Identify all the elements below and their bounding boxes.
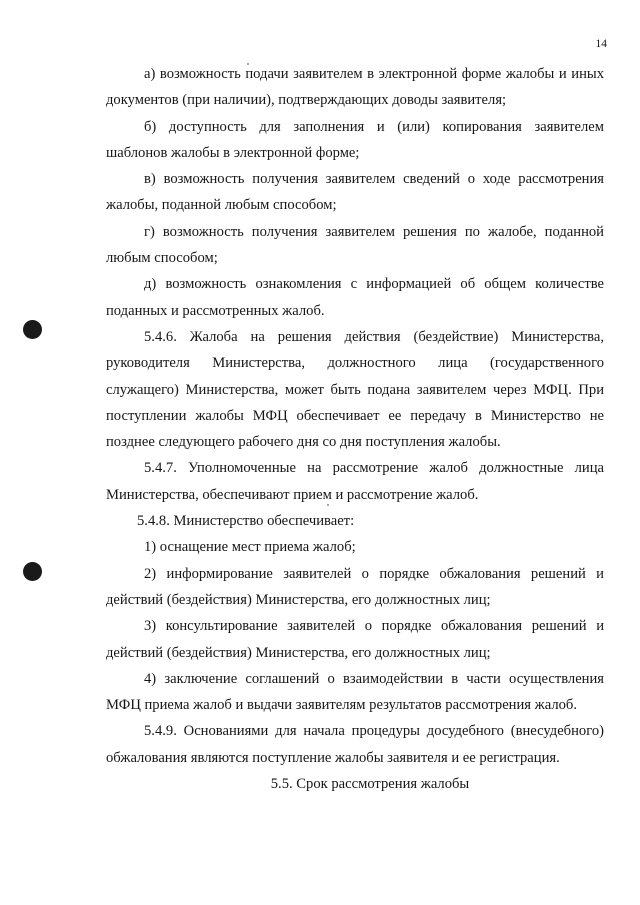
- document-body: [106, 61, 604, 797]
- list-item-4: 4) заключение соглашений о взаимодействии в части осуществления МФЦ приема жалоб и выдачи заявителям результатов рассмотрения жалоб.: [106, 670, 604, 714]
- punch-hole-mark: [23, 320, 42, 339]
- list-item-b: б) доступность для заполнения и (или) копирования заявителем шаблонов жалобы в электронной форме;: [106, 118, 604, 161]
- page-number: 14: [595, 38, 607, 50]
- clause-5-4-9: 5.4.9. Основаниями для начала процедуры досудебного (внесудебного) обжалования являются поступление жалобы заявителя и ее регистрация.: [106, 723, 604, 766]
- list-item-2: 2) информирование заявителей о порядке обжалования решений и действий (бездействия) Министерства, его должностных лиц;: [106, 565, 604, 608]
- clause-5-4-8: 5.4.8. Министерство обеспечивает:: [137, 513, 355, 530]
- list-item-3: 3) консультирование заявителей о порядке обжалования решений и действий (бездействия) Министерства, его должностных лиц;: [106, 618, 604, 661]
- list-item-a: а) возможность подачи заявителем в электронной форме жалобы и иных документов (при наличии), подтверждающих доводы заявителя;: [106, 66, 604, 109]
- punch-hole-mark: [23, 562, 42, 581]
- list-item-v: в) возможность получения заявителем сведений о ходе рассмотрения жалобы, поданной любым способом;: [106, 171, 604, 214]
- list-item-g: г) возможность получения заявителем решения по жалобе, поданной любым способом;: [106, 223, 604, 267]
- clause-5-4-7: 5.4.7. Уполномоченные на рассмотрение жалоб должностные лица Министерства, обеспечивают прием и рассмотрение жалоб.: [106, 460, 604, 503]
- list-item-d: д) возможность ознакомления с информацией об общем количестве поданных и рассмотренных жалоб.: [106, 276, 604, 319]
- list-item-1: 1) оснащение мест приема жалоб;: [144, 539, 356, 556]
- clause-5-4-6: 5.4.6. Жалоба на решения действия (бездействие) Министерства, руководителя Министерства, должностного лица (государственного служащего) Министерства, может быть подана заявителем через МФЦ. При поступлении жалобы МФЦ обеспечивает ее передачу в Министерство не позднее следующего рабочего дня со дня поступления жалобы.: [106, 328, 604, 451]
- section-heading: 5.5. Срок рассмотрения жалобы: [270, 776, 470, 793]
